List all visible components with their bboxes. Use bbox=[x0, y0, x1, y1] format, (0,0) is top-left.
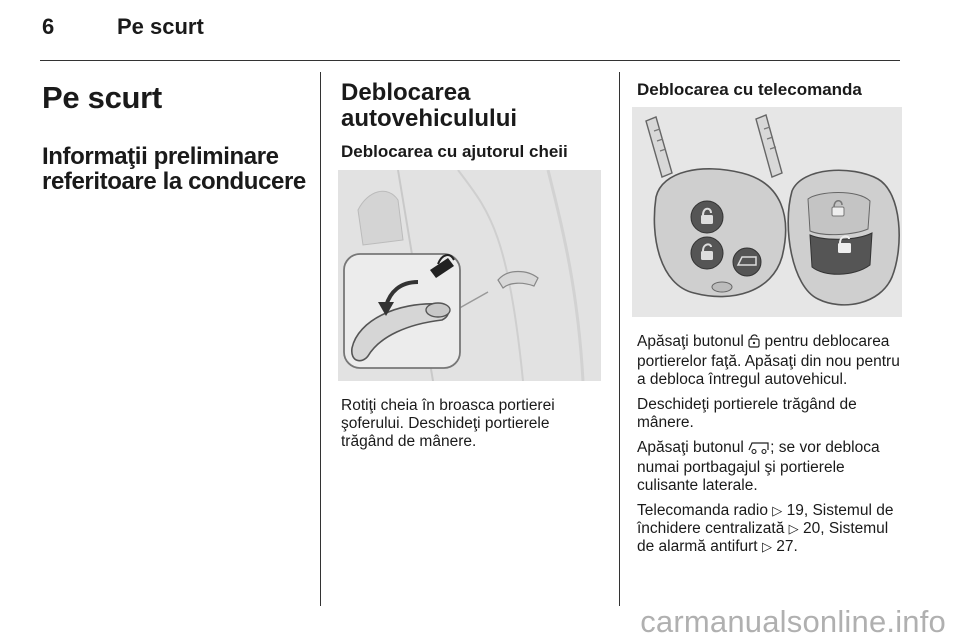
remote-unlock-subtitle: Deblocarea cu telecomanda bbox=[637, 80, 862, 99]
subsection-title: Informaţii preliminare referitoare la conducere bbox=[42, 143, 306, 195]
paragraph-open-doors: Deschideţi portierele trăgând de mânere. bbox=[637, 396, 857, 431]
section-title: Pe scurt bbox=[42, 80, 162, 115]
key-unlock-subtitle: Deblocarea cu ajutorul cheii bbox=[341, 142, 568, 161]
paragraph-references: Telecomanda radio ▷ 19, Sistemul de închidere centralizată ▷ 20, Sistemul de alarmă antifurt ▷ 27. bbox=[637, 502, 894, 555]
remote-unlock-text bbox=[637, 333, 907, 563]
paragraph-rear-button: Apăsaţi butonul ; se vor debloca numai portbagajul şi portierele culisante laterale. bbox=[637, 439, 880, 494]
watermark: carmanualsonline.info bbox=[640, 604, 946, 639]
arrow-right-icon: ▷ bbox=[788, 521, 799, 536]
paragraph-unlock-button: Apăsaţi butonul pentru deblocarea portierelor faţă. Apăsaţi din nou pentru a debloca întregul autovehicul. bbox=[637, 333, 900, 388]
column-divider-2 bbox=[619, 72, 620, 606]
key-unlock-text: Rotiţi cheia în broasca portierei şoferului. Deschideţi portierele trăgând de mânere. bbox=[341, 397, 555, 450]
remote-key-figure bbox=[632, 107, 902, 317]
header-rule bbox=[40, 60, 900, 61]
arrow-right-icon: ▷ bbox=[761, 539, 772, 554]
unlock-front-icon bbox=[748, 333, 760, 353]
unlocking-title: Deblocarea autovehiculului bbox=[341, 79, 518, 132]
van-rear-icon bbox=[748, 441, 770, 459]
column-divider-1 bbox=[320, 72, 321, 606]
arrow-right-icon: ▷ bbox=[772, 503, 783, 518]
door-handle-figure bbox=[338, 170, 601, 381]
running-title: Pe scurt bbox=[117, 14, 204, 39]
page-number: 6 bbox=[42, 14, 55, 39]
